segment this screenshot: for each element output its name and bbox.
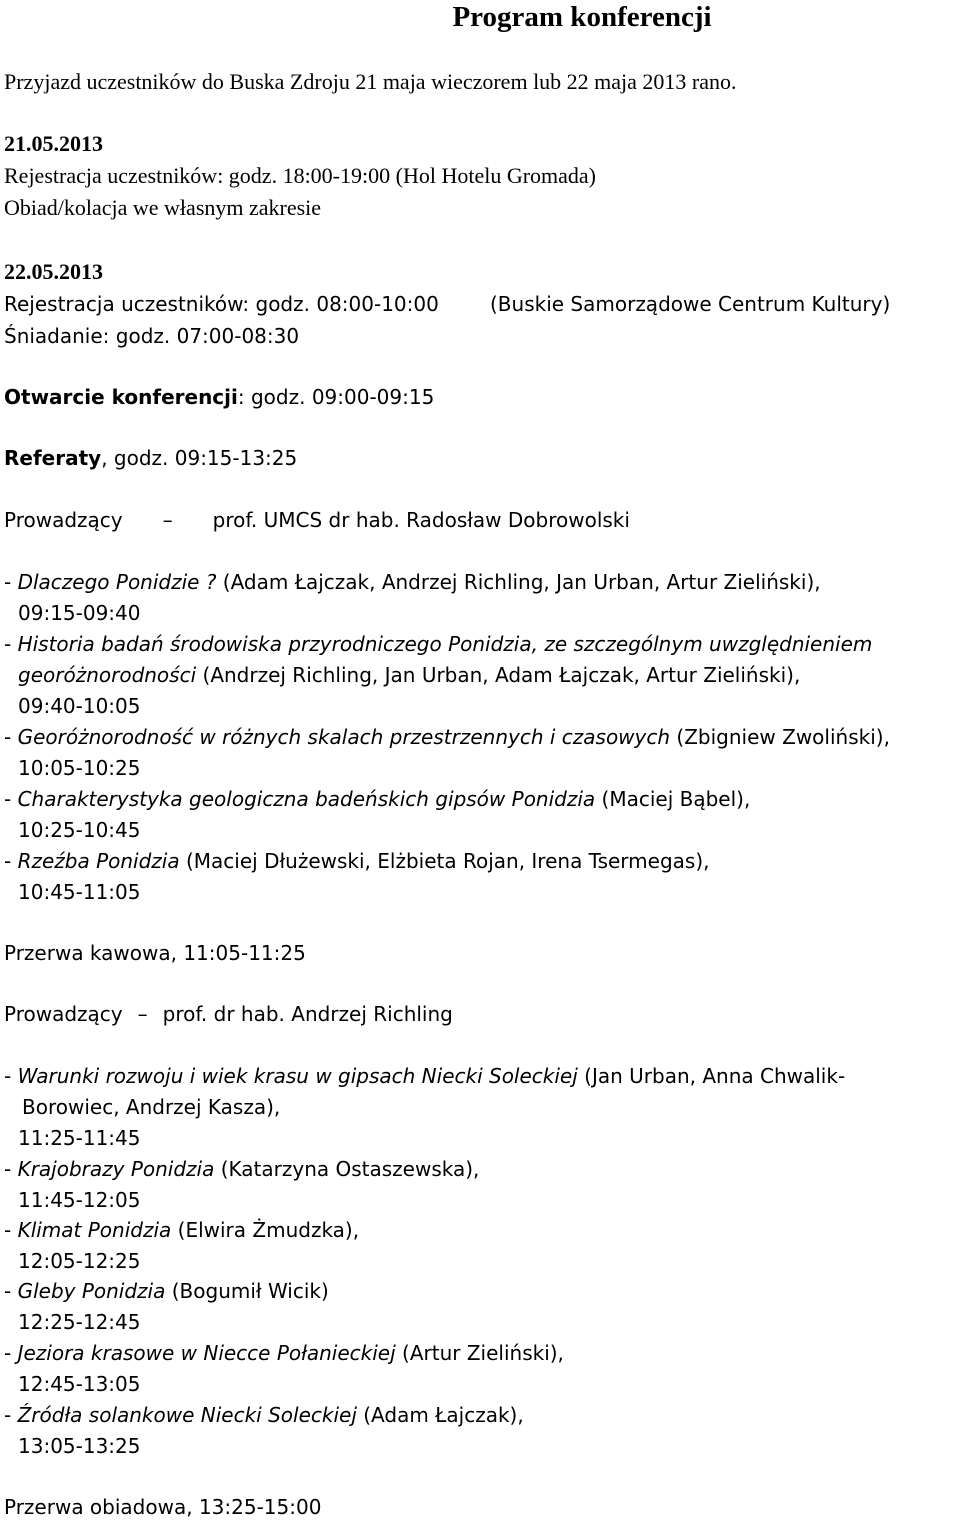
talk-time: 11:45-12:05 xyxy=(18,1188,141,1212)
chair2-label: Prowadzący xyxy=(4,1002,123,1026)
talk-authors: (Elwira Żmudzka), xyxy=(177,1218,360,1242)
arrival-note: Przyjazd uczestników do Buska Zdroju 21 maja wieczorem lub 22 maja 2013 rano. xyxy=(4,69,737,94)
talk-title: Jeziora krasowe w Niecce Połanieckiej xyxy=(17,1341,396,1365)
coffee-break: Przerwa kawowa, 11:05-11:25 xyxy=(4,941,306,965)
opening-line xyxy=(4,382,434,413)
talk-item: - Historia badań środowiska przyrodniczego Ponidzia, ze szczególnym uwzględnieniem xyxy=(4,632,873,656)
day2-registration xyxy=(4,289,439,320)
talk-time: 10:05-10:25 xyxy=(18,756,141,780)
talk-authors: (Maciej Dłużewski, Elżbieta Rojan, Irena Tsermegas), xyxy=(185,849,710,873)
talk-authors: (Maciej Bąbel), xyxy=(601,787,751,811)
papers-time: , godz. 09:15-13:25 xyxy=(101,446,298,470)
chair2-line: Prowadzący – prof. dr hab. Andrzej Richling xyxy=(4,1002,453,1026)
talk-time: 11:25-11:45 xyxy=(18,1126,141,1150)
talk-authors: (Andrzej Richling, Jan Urban, Adam Łajczak, Artur Zieliński), xyxy=(202,663,801,687)
talk-item: - Krajobrazy Ponidzia (Katarzyna Ostaszewska), xyxy=(4,1157,480,1181)
talk-title: Historia badań środowiska przyrodniczego Ponidzia, ze szczególnym uwzględnieniem xyxy=(17,632,873,656)
talk-title: Krajobrazy Ponidzia xyxy=(17,1157,215,1181)
talk-title: Dlaczego Ponidzie ? xyxy=(17,570,217,594)
talk-item: - Georóżnorodność w różnych skalach przestrzennych i czasowych (Zbigniew Zwoliński), xyxy=(4,725,890,749)
talk-item: - Warunki rozwoju i wiek krasu w gipsach Niecki Soleckiej (Jan Urban, Anna Chwalik- xyxy=(4,1064,846,1088)
talk-authors: (Jan Urban, Anna Chwalik- xyxy=(584,1064,846,1088)
talk-title: Gleby Ponidzia xyxy=(17,1279,166,1303)
talk-title: Georóżnorodność w różnych skalach przestrzennych i czasowych xyxy=(17,725,671,749)
talk-authors: (Adam Łajczak, Andrzej Richling, Jan Urban, Artur Zieliński), xyxy=(222,570,821,594)
papers-label: Referaty xyxy=(4,446,102,470)
talk-authors: (Artur Zieliński), xyxy=(402,1341,564,1365)
talk-item: - Jeziora krasowe w Niecce Połanieckiej (Artur Zieliński), xyxy=(4,1341,564,1365)
lunch-break: Przerwa obiadowa, 13:25-15:00 xyxy=(4,1495,322,1519)
opening-time: : godz. 09:00-09:15 xyxy=(237,385,435,409)
talk-time: 13:05-13:25 xyxy=(18,1434,141,1458)
talk-title: Warunki rozwoju i wiek krasu w gipsach Niecki Soleckiej xyxy=(17,1064,578,1088)
page-title: Program konferencji xyxy=(452,1,712,33)
talk-item: - Charakterystyka geologiczna badeńskich gipsów Ponidzia (Maciej Bąbel), xyxy=(4,787,751,811)
day2-registration-label: Rejestracja uczestników: godz. 08:00-10:00 xyxy=(4,292,439,316)
talk-time: 12:45-13:05 xyxy=(18,1372,141,1396)
day1-date: 21.05.2013 xyxy=(4,131,103,156)
talk-authors: (Zbigniew Zwoliński), xyxy=(676,725,890,749)
day1-dinner: Obiad/kolacja we własnym zakresie xyxy=(4,195,322,220)
talk-time: 09:40-10:05 xyxy=(18,694,141,718)
talk-authors: (Adam Łajczak), xyxy=(363,1403,524,1427)
day2-registration-place: (Buskie Samorządowe Centrum Kultury) xyxy=(490,292,891,316)
talk-time: 12:05-12:25 xyxy=(18,1249,141,1273)
talk-authors: (Bogumił Wicik) xyxy=(171,1279,329,1303)
talk-item: - Dlaczego Ponidzie ? (Adam Łajczak, Andrzej Richling, Jan Urban, Artur Zieliński), xyxy=(4,570,821,594)
talk-title: Źródła solankowe Niecki Soleckiej xyxy=(17,1403,357,1427)
talk-title: Charakterystyka geologiczna badeńskich gipsów Ponidzia xyxy=(17,787,596,811)
talk-title: Klimat Ponidzia xyxy=(17,1218,172,1242)
talk-item: - Rzeźba Ponidzia (Maciej Dłużewski, Elżbieta Rojan, Irena Tsermegas), xyxy=(4,849,710,873)
chair1-name: prof. UMCS dr hab. Radosław Dobrowolski xyxy=(212,508,630,532)
opening-label: Otwarcie konferencji xyxy=(4,385,238,409)
talk-authors-cont: Borowiec, Andrzej Kasza), xyxy=(22,1095,281,1119)
talk-item-cont xyxy=(18,660,800,691)
chair1-label: Prowadzący xyxy=(4,508,123,532)
chair2-name: prof. dr hab. Andrzej Richling xyxy=(162,1002,453,1026)
chair1-line: Prowadzący – prof. UMCS dr hab. Radosław Dobrowolski xyxy=(4,508,630,532)
talk-title: Rzeźba Ponidzia xyxy=(17,849,180,873)
papers-line xyxy=(4,443,297,474)
talk-item: - Klimat Ponidzia (Elwira Żmudzka), xyxy=(4,1218,360,1242)
day1-registration: Rejestracja uczestników: godz. 18:00-19:00 (Hol Hotelu Gromada) xyxy=(4,163,597,188)
talk-time: 12:25-12:45 xyxy=(18,1310,141,1334)
talk-item: - Gleby Ponidzia (Bogumił Wicik) xyxy=(4,1279,329,1303)
talk-title-cont: georóżnorodności xyxy=(18,663,197,687)
talk-time: 10:45-11:05 xyxy=(18,880,141,904)
talk-time: 09:15-09:40 xyxy=(18,601,141,625)
talk-authors: (Katarzyna Ostaszewska), xyxy=(220,1157,480,1181)
talk-time: 10:25-10:45 xyxy=(18,818,141,842)
day2-date: 22.05.2013 xyxy=(4,259,103,284)
talk-item: - Źródła solankowe Niecki Soleckiej (Adam Łajczak), xyxy=(4,1403,524,1427)
day2-breakfast: Śniadanie: godz. 07:00-08:30 xyxy=(4,324,300,348)
